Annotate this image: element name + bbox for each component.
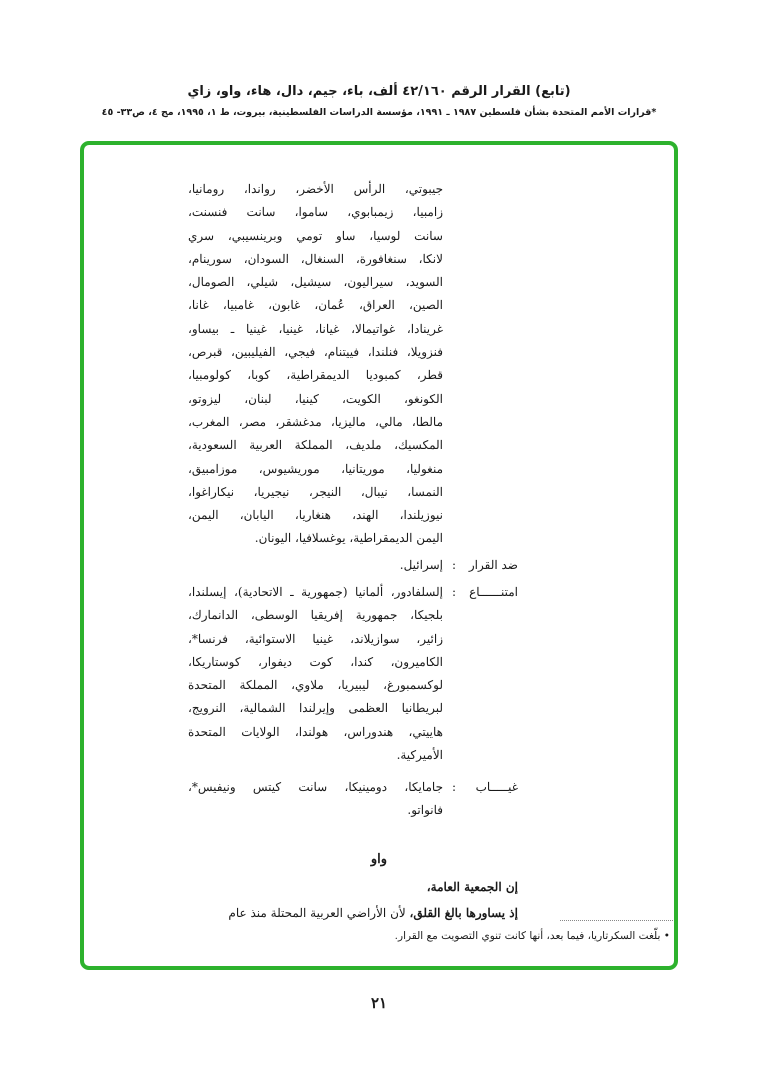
votes-for-line: لانكا، سنغافورة، السنغال، السودان، سورينام، [188,251,443,266]
preamble-line: إن الجمعية العامة، [426,880,518,894]
votes-for-line: سانت لوسيا، ساو تومي وبرينسيبي، سري [188,228,443,243]
votes-for-line: فنزويلا، فنلندا، فييتنام، فيجي، الفيليبين، قبرص، [188,345,443,360]
votes-for-line: النمسا، نيبال، النيجر، نيجيريا، نيكاراغوا، [188,484,443,499]
footnote-divider [560,920,673,921]
votes-for-line: نيوزيلندا، الهند، هنغاريا، اليابان، اليمن، [188,508,443,523]
absent-line: جامايكا، دومينيكا، سانت كيتس ونيفيس*، [188,780,443,794]
abstaining-label-row [452,585,518,599]
abstaining-line: زائير، سوازيلاند، غينيا الاستوائية، فرنسا*، [188,631,443,646]
abstaining-colon: : [452,585,457,599]
paragraph-bold-lead: إذ يساورها بالغ القلق، [409,906,518,920]
abstaining-line: لوكسمبورغ، ليبيريا، ملاوي، المملكة المتحدة [188,678,443,693]
abstaining-line: بلجيكا، جمهورية إفريقيا الوسطى، الدانمارك، [188,608,443,623]
paragraph-line [188,906,518,920]
against-colon: : [452,558,457,572]
against-line: إسرائيل. [399,558,443,572]
page-number: ٢١ [370,994,388,1012]
votes-for-line: الصين، العراق، عُمان، غابون، غامبيا، غانا، [188,298,443,313]
abstaining-list [188,581,443,767]
votes-for-line: قطر، كمبوديا الديمقراطية، كوبا، كولومبيا، [188,368,443,383]
votes-for-line: اليمن الديمقراطية، يوغسلافيا، اليونان. [254,531,443,546]
abstaining-line: لبريطانيا العظمى وإيرلندا الشمالية، النرويج، [188,701,443,716]
abstaining-line: هاييتي، هندوراس، هولندا، الولايات المتحدة [188,724,443,739]
absent-colon: : [452,780,457,794]
abstaining-line: إلسلفادور، ألمانيا (جمهورية ـ الاتحادية)، إيسلندا، [188,585,443,599]
votes-for-line: المكسيك، ملديف، المملكة العربية السعودية، [188,438,443,453]
page-header-source: *قرارات الأمم المتحدة بشأن فلسطين ١٩٨٧ ـ ١٩٩١، مؤسسة الدراسات الفلسطينية، بيروت، ط ١، ١٩٩٥، مج ٤، ص٣٣- ٤٥ [101,107,657,118]
votes-for-line: الكونغو، الكويت، كينيا، لبنان، ليزوتو، [188,391,443,406]
page-header-title: (تابع) القرار الرقم ٤٢/١٦٠ ألف، باء، جيم، دال، هاء، واو، زاي [187,84,571,99]
votes-for-line: مالطا، مالي، ماليزيا، مدغشقر، مصر، المغرب، [188,414,443,429]
absent-label: غيـــــاب [475,780,518,794]
abstaining-label: امتنــــــاع [469,585,518,599]
absent-label-row [452,780,518,794]
paragraph-rest: لأن الأراضي العربية المحتلة منذ عام [228,906,410,920]
votes-for-line: غرينادا، غواتيمالا، غيانا، غينيا، غينيا ـ بيساو، [188,321,443,336]
abstaining-line: الأميركية. [396,748,443,763]
abstaining-line: الكاميرون، كندا، كوت ديفوار، كوستاريكا، [188,654,443,669]
footnote: • بلّغت السكرتاريا، فيما بعد، أنها كانت تنوي التصويت مع القرار. [394,930,670,942]
votes-for-list [188,178,443,551]
against-label: ضد القرار [468,558,518,572]
against-list [188,554,443,577]
absent-list [188,776,443,823]
votes-for-line: زامبيا، زيمبابوي، ساموا، سانت فنسنت، [188,205,443,220]
votes-for-line: منغوليا، موريتانيا، موريشيوس، موزامبيق، [188,461,443,476]
against-label-row [452,558,518,572]
absent-line: فانواتو. [407,803,443,818]
section-title: واو [370,852,388,867]
votes-for-line: السويد، سيراليون، سيشيل، شيلي، الصومال، [188,275,443,290]
votes-for-line: جيبوتي، الرأس الأخضر، رواندا، رومانيا، [188,182,443,196]
